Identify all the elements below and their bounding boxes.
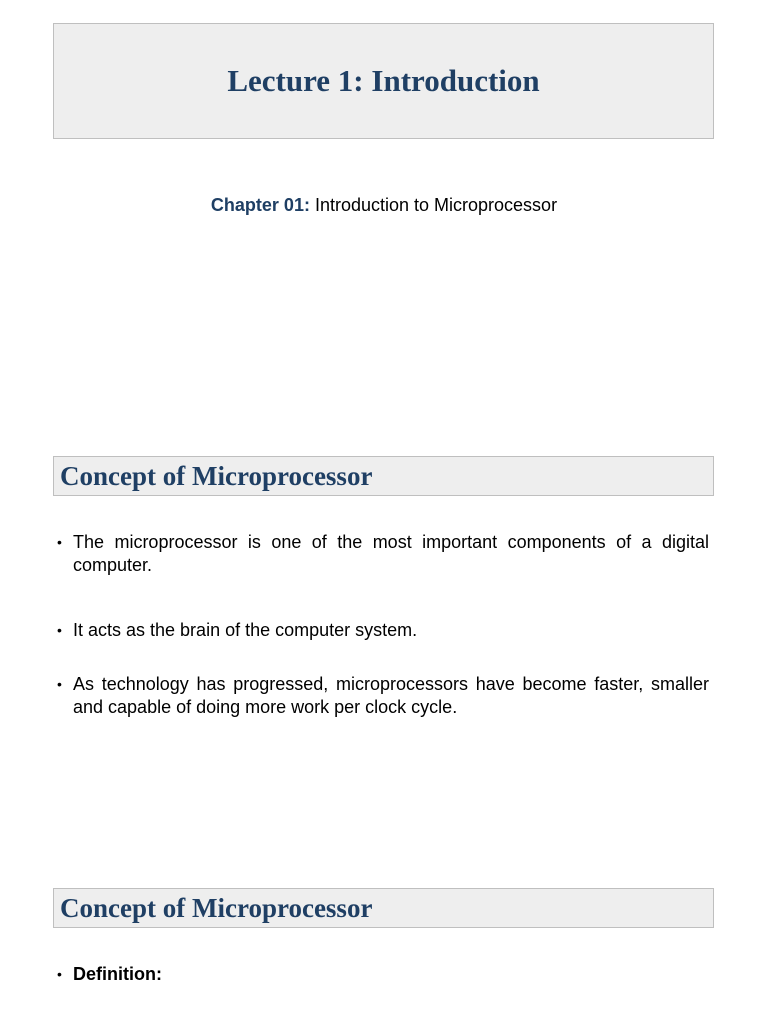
section-heading-box-1 [53, 456, 714, 496]
bullet-dot-icon: • [57, 622, 62, 638]
bullet-list-2 [57, 963, 709, 986]
chapter-name: Introduction to Microprocessor [309, 195, 558, 215]
bullet-dot-icon: • [57, 676, 62, 692]
section-heading-1: Concept of Microprocessor [60, 460, 373, 491]
bullet-item [57, 619, 709, 642]
title-slide-box [53, 23, 714, 139]
bullet-text: It acts as the brain of the computer system. [73, 620, 418, 640]
bullet-text: The microprocessor is one of the most important components of a digital computer. [73, 532, 709, 575]
lecture-title: Lecture 1: Introduction [227, 63, 540, 98]
section-heading-box-2 [53, 888, 714, 928]
bullet-item [57, 963, 709, 986]
bullet-item [57, 531, 709, 577]
chapter-label: Chapter 01: [210, 195, 310, 215]
bullet-item [57, 673, 709, 719]
bullet-dot-icon: • [57, 534, 62, 550]
bullet-dot-icon: • [57, 966, 62, 982]
bullet-text: As technology has progressed, microprocessors have become faster, smaller and capable of doing more work per clock cycle. [73, 674, 709, 717]
chapter-subtitle [0, 195, 768, 216]
section-heading-2: Concept of Microprocessor [60, 892, 373, 923]
bullet-list-1 [57, 531, 709, 719]
definition-label: Definition: [73, 964, 162, 984]
